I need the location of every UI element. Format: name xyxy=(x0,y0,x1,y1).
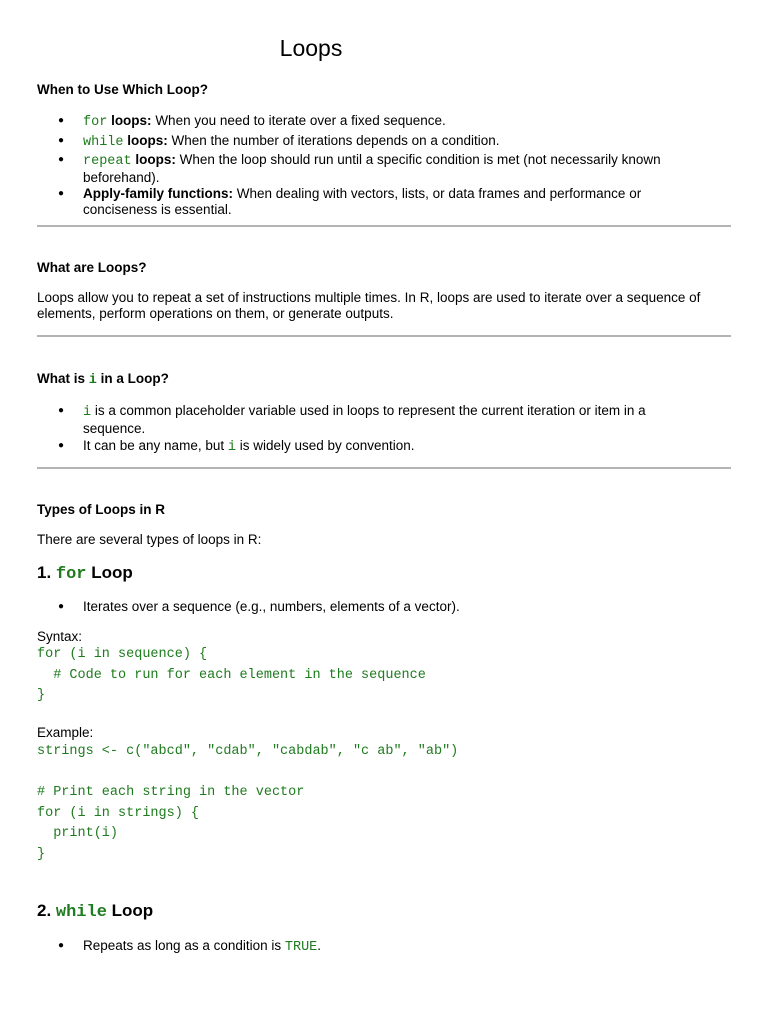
what-is-i-list xyxy=(37,403,697,456)
inline-code: for xyxy=(55,565,87,584)
list-item xyxy=(37,113,697,131)
while-loop-list xyxy=(37,938,731,956)
page-title: Loops xyxy=(279,35,343,61)
item-label: loops: xyxy=(131,152,176,167)
heading-types-of-loops: Types of Loops in R xyxy=(37,502,165,517)
heading-when-to-use: When to Use Which Loop? xyxy=(37,82,208,97)
item-text: Repeats as long as a condition is xyxy=(83,938,285,953)
syntax-label: Syntax: xyxy=(37,629,83,644)
when-to-use-list xyxy=(37,113,697,217)
example-label: Example: xyxy=(37,725,94,740)
heading-text: Loop xyxy=(86,563,133,582)
inline-code: TRUE xyxy=(284,940,318,955)
example-code-block: strings <- c("abcd", "cdab", "cabdab", "c ab", "ab") # Print each string in the vector for (i in strings) { print(i) } xyxy=(37,744,459,862)
for-loop-list xyxy=(37,599,731,615)
item-text: When the number of iterations depends on a condition. xyxy=(167,132,500,148)
list-item xyxy=(37,938,731,956)
item-text: . xyxy=(317,938,322,953)
heading-text: What is xyxy=(37,371,89,386)
heading-for-loop xyxy=(37,562,731,586)
list-item xyxy=(37,403,697,436)
heading-what-is-i xyxy=(37,371,731,389)
item-text: When the loop should run until a specific condition is met (not necessarily known beforehand). xyxy=(83,152,661,185)
item-text: is widely used by convention. xyxy=(235,438,415,453)
item-label: loops: xyxy=(107,113,152,128)
list-item xyxy=(37,186,697,217)
list-item xyxy=(37,152,697,185)
item-label: loops: xyxy=(123,132,168,148)
heading-while-loop xyxy=(37,900,731,924)
item-text: When you need to iterate over a fixed sequence. xyxy=(151,113,446,128)
list-item xyxy=(37,133,697,151)
inline-code: while xyxy=(83,134,124,150)
item-text: It can be any name, but xyxy=(83,438,228,453)
heading-text: in a Loop? xyxy=(96,371,169,386)
list-item: ● Iterates over a sequence (e.g., numbers, elements of a vector). xyxy=(37,599,731,615)
divider xyxy=(37,467,731,469)
inline-code: while xyxy=(55,903,107,922)
list-item xyxy=(37,438,697,456)
inline-code: for xyxy=(83,115,108,130)
syntax-code-block: for (i in sequence) { # Code to run for each element in the sequence } xyxy=(37,647,426,703)
heading-what-are-loops: What are Loops? xyxy=(37,260,147,275)
inline-code: i xyxy=(227,440,236,455)
what-are-loops-text: Loops allow you to repeat a set of instructions multiple times. In R, loops are used to iterate over a sequence of elements, perform operations on them, or generate outputs. xyxy=(37,290,701,321)
item-text: is a common placeholder variable used in loops to represent the current iteration or item in a sequence. xyxy=(83,403,646,436)
item-text: When dealing with vectors, lists, or data frames and performance or conciseness is essential. xyxy=(83,186,642,217)
heading-number: 1. xyxy=(37,563,56,582)
heading-number: 2. xyxy=(37,901,56,920)
heading-text: Loop xyxy=(106,901,154,920)
item-label: Apply-family functions: xyxy=(83,186,234,201)
inline-code: i xyxy=(88,373,97,388)
divider xyxy=(37,225,731,227)
inline-code: i xyxy=(83,405,92,420)
divider xyxy=(37,335,731,337)
inline-code: repeat xyxy=(83,154,132,169)
types-of-loops-text: There are several types of loops in R: xyxy=(37,532,262,547)
